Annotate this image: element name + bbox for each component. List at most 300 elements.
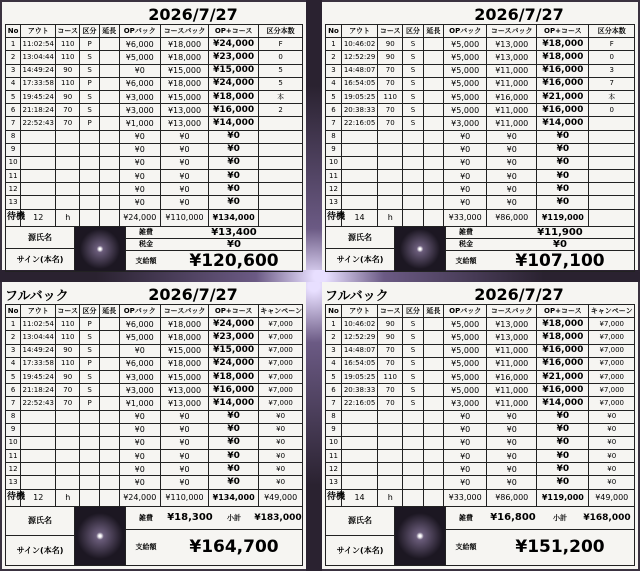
table-cell: ¥0 [537, 170, 589, 183]
sheet-title: フルバック [325, 288, 389, 304]
table-cell: ¥3,000 [119, 384, 160, 397]
table-cell: S [80, 331, 100, 344]
table-cell: ¥0 [259, 476, 303, 489]
table-cell: ¥0 [161, 436, 209, 449]
footer-labels [325, 226, 395, 272]
table-cell [423, 38, 443, 51]
table-cell: ¥18,000 [209, 370, 259, 383]
total-cell: ¥134,000 [209, 489, 259, 506]
table-cell: 7 [589, 77, 635, 90]
table-row [326, 476, 635, 489]
total-cell: ¥24,000 [119, 209, 160, 226]
table-cell [99, 331, 119, 344]
table-row [6, 51, 303, 64]
table-cell [423, 183, 443, 196]
table-cell: ¥0 [589, 463, 635, 476]
table-cell [99, 77, 119, 90]
table-cell: ¥0 [537, 183, 589, 196]
table-cell: 1 [6, 318, 21, 331]
table-cell: S [80, 104, 100, 117]
table-cell: ¥0 [161, 450, 209, 463]
column-header: コース [378, 305, 403, 318]
payment-label: 支給額 [455, 256, 477, 265]
table-cell [259, 130, 303, 143]
table-cell: ¥5,000 [444, 318, 487, 331]
table-cell [99, 143, 119, 156]
table-cell [341, 130, 377, 143]
table-cell [99, 51, 119, 64]
table-row [326, 384, 635, 397]
column-header: OPバック [119, 25, 160, 38]
misc-fee-value: ¥13,400 [211, 226, 257, 238]
table-cell: ¥14,000 [209, 397, 259, 410]
total-cell: ¥49,000 [259, 489, 303, 506]
table-cell: 8 [326, 410, 342, 423]
misc-fee-label: 雑費 [139, 513, 153, 522]
table-cell [403, 183, 423, 196]
table-cell: ¥21,000 [537, 370, 589, 383]
table-cell: ¥0 [444, 450, 487, 463]
table-cell [589, 183, 635, 196]
table-row [6, 183, 303, 196]
table-cell: 2 [6, 51, 21, 64]
table-cell: 3 [326, 344, 342, 357]
column-header: OPバック [444, 305, 487, 318]
table-cell [423, 344, 443, 357]
table-cell: 110 [56, 77, 80, 90]
table-cell: ¥15,000 [161, 344, 209, 357]
table-cell [378, 476, 403, 489]
table-cell: 11:02:54 [21, 38, 56, 51]
table-row [6, 370, 303, 383]
table-cell: ¥0 [161, 410, 209, 423]
table-row [6, 410, 303, 423]
column-header: 区分本数 [259, 25, 303, 38]
table-row [326, 104, 635, 117]
table-row [326, 64, 635, 77]
table-cell: 5 [259, 64, 303, 77]
table-cell: ¥0 [209, 170, 259, 183]
total-cell: ¥86,000 [487, 489, 537, 506]
table-cell [80, 130, 100, 143]
table-cell: ¥0 [487, 143, 537, 156]
table-cell [423, 77, 443, 90]
table-row [6, 104, 303, 117]
table-header-row [6, 305, 303, 318]
table-cell [99, 370, 119, 383]
table-cell: ¥0 [444, 170, 487, 183]
table-cell [423, 436, 443, 449]
table-cell [341, 156, 377, 169]
table-cell [259, 117, 303, 130]
table-cell: ¥3,000 [119, 104, 160, 117]
table-cell: 5 [6, 370, 21, 383]
table-cell: 70 [378, 64, 403, 77]
table-cell: ¥24,000 [209, 38, 259, 51]
table-cell [423, 476, 443, 489]
table-cell [21, 183, 56, 196]
footer-labels [5, 226, 75, 272]
table-row [326, 331, 635, 344]
table-cell: ¥7,000 [259, 331, 303, 344]
table-cell: ¥0 [444, 156, 487, 169]
table-cell: 70 [378, 117, 403, 130]
name-label: 源氏名 [6, 227, 74, 250]
table-cell: 10 [6, 156, 21, 169]
table-cell: ¥0 [161, 170, 209, 183]
table-cell: ¥11,000 [487, 64, 537, 77]
table-cell [21, 410, 56, 423]
table-cell: 2 [6, 331, 21, 344]
table-cell [403, 423, 423, 436]
table-cell: 14:49:24 [21, 64, 56, 77]
table-cell: ¥0 [119, 436, 160, 449]
table-row [6, 318, 303, 331]
table-cell: ¥7,000 [259, 384, 303, 397]
payment-label: 支給額 [455, 543, 477, 552]
table-cell: ¥7,000 [589, 318, 635, 331]
total-cell: 12 [21, 209, 56, 226]
misc-fee-value: ¥11,900 [537, 226, 583, 238]
table-cell: S [403, 117, 423, 130]
table-cell: ¥16,000 [537, 104, 589, 117]
table-cell: ¥0 [209, 476, 259, 489]
table-cell [423, 410, 443, 423]
table-cell [99, 397, 119, 410]
table-cell: ¥7,000 [259, 357, 303, 370]
table-cell: 110 [378, 370, 403, 383]
table-cell: ¥0 [487, 170, 537, 183]
table-cell [423, 397, 443, 410]
table-cell: 70 [378, 344, 403, 357]
total-cell: h [56, 209, 80, 226]
table-row [326, 370, 635, 383]
sheet-title: フルバック [5, 288, 69, 304]
table-cell: 7 [326, 117, 342, 130]
table-cell [21, 196, 56, 209]
table-cell [378, 463, 403, 476]
name-label: 源氏名 [326, 507, 394, 537]
signature-label: サイン(本名) [16, 545, 64, 555]
table-cell [56, 183, 80, 196]
table-cell [341, 436, 377, 449]
table-cell: 13 [6, 196, 21, 209]
table-cell [259, 196, 303, 209]
column-header: コース [56, 25, 80, 38]
table-cell [21, 436, 56, 449]
table-cell: ¥16,000 [537, 64, 589, 77]
table-cell: ¥18,000 [537, 318, 589, 331]
table-cell: 70 [56, 397, 80, 410]
total-cell: ¥24,000 [119, 489, 160, 506]
table-cell: 11 [326, 170, 342, 183]
table-row [326, 170, 635, 183]
table-cell [423, 156, 443, 169]
table-cell: ¥0 [209, 143, 259, 156]
table-cell [99, 344, 119, 357]
table-row [6, 64, 303, 77]
table-cell [423, 117, 443, 130]
table-cell: ¥7,000 [259, 344, 303, 357]
table-cell [378, 130, 403, 143]
total-cell [423, 489, 443, 506]
table-cell: ¥0 [589, 410, 635, 423]
column-header: キャンペーン [589, 305, 635, 318]
table-cell: ¥0 [444, 130, 487, 143]
table-cell [56, 410, 80, 423]
table-cell: ¥16,000 [537, 77, 589, 90]
table-cell: P [80, 38, 100, 51]
table-cell: ¥0 [487, 156, 537, 169]
table-row [326, 397, 635, 410]
table-cell: ¥24,000 [209, 77, 259, 90]
table-cell: ¥5,000 [444, 104, 487, 117]
misc-fee-value: ¥16,800 [490, 512, 536, 524]
table-cell [378, 436, 403, 449]
table-cell: 90 [56, 370, 80, 383]
table-cell: 12 [326, 183, 342, 196]
table-cell [403, 170, 423, 183]
table-cell: 12 [6, 183, 21, 196]
table-cell: ¥11,000 [487, 384, 537, 397]
table-cell: ¥0 [209, 156, 259, 169]
table-cell [423, 357, 443, 370]
tax-label: 税金 [459, 240, 473, 249]
table-cell: ¥0 [259, 436, 303, 449]
table-cell: 90 [378, 51, 403, 64]
table-cell [403, 463, 423, 476]
table-cell: ¥0 [589, 423, 635, 436]
table-cell: P [80, 318, 100, 331]
table-row [6, 397, 303, 410]
table-cell: 22:16:05 [341, 397, 377, 410]
total-cell: h [378, 209, 403, 226]
table-row [326, 38, 635, 51]
table-cell: ¥7,000 [589, 397, 635, 410]
column-header: 区分 [80, 25, 100, 38]
misc-fee-label: 雑費 [139, 228, 153, 237]
table-cell [80, 196, 100, 209]
table-cell: 4 [6, 77, 21, 90]
table-cell: 2 [326, 51, 342, 64]
table-cell: S [403, 397, 423, 410]
table-cell: ¥18,000 [161, 331, 209, 344]
table-cell: ¥5,000 [444, 51, 487, 64]
table-row [6, 423, 303, 436]
table-row [6, 331, 303, 344]
table-cell: ¥18,000 [537, 331, 589, 344]
table-cell: 16:54:05 [341, 77, 377, 90]
column-header: コース [378, 25, 403, 38]
table-cell: ¥18,000 [161, 77, 209, 90]
column-header: 区分 [403, 305, 423, 318]
table-row [6, 117, 303, 130]
sheet-date: 2026/7/27 [148, 4, 238, 24]
table-row [6, 170, 303, 183]
table-cell: 22:52:43 [21, 117, 56, 130]
table-cell: ¥3,000 [444, 397, 487, 410]
table-cell: ¥5,000 [444, 357, 487, 370]
total-cell: 待機 [6, 209, 21, 226]
table-cell [99, 64, 119, 77]
table-cell [56, 450, 80, 463]
payment-row [126, 530, 302, 565]
table-cell [403, 410, 423, 423]
table-cell: ¥6,000 [119, 318, 160, 331]
table-cell: ¥16,000 [487, 370, 537, 383]
table-cell: ¥23,000 [209, 331, 259, 344]
table-cell: 7 [6, 117, 21, 130]
table-cell: 1 [326, 38, 342, 51]
pay-sheet-bottom-left [2, 282, 306, 569]
table-cell: 3 [6, 344, 21, 357]
table-cell: F [259, 38, 303, 51]
table-cell [56, 143, 80, 156]
table-cell: ¥13,000 [487, 51, 537, 64]
table-cell [378, 156, 403, 169]
table-cell [99, 38, 119, 51]
total-cell [589, 209, 635, 226]
table-cell: ¥0 [119, 183, 160, 196]
tax-label: 税金 [139, 240, 153, 249]
table-cell: 13 [326, 476, 342, 489]
table-cell [99, 357, 119, 370]
table-cell: ¥0 [161, 463, 209, 476]
table-cell: ¥0 [589, 450, 635, 463]
total-cell: ¥119,000 [537, 489, 589, 506]
table-cell: ¥0 [161, 156, 209, 169]
table-cell: 12 [6, 463, 21, 476]
table-row [326, 183, 635, 196]
table-cell [341, 410, 377, 423]
table-cell [99, 318, 119, 331]
table-cell: ¥0 [537, 130, 589, 143]
table-cell [423, 51, 443, 64]
subtotal-value: ¥168,000 [583, 512, 631, 523]
misc-fee-row [126, 227, 302, 239]
total-cell: 14 [341, 209, 377, 226]
column-header: アウト [341, 25, 377, 38]
table-cell [423, 143, 443, 156]
table-cell: ¥3,000 [119, 370, 160, 383]
sheet-header [325, 284, 635, 304]
table-cell: ¥0 [537, 156, 589, 169]
table-cell: S [403, 104, 423, 117]
pay-sheet-top-right [322, 2, 638, 270]
table-cell [99, 450, 119, 463]
table-cell: ¥0 [119, 463, 160, 476]
sheet-footer [325, 506, 635, 566]
misc-fee-label: 雑費 [459, 513, 473, 522]
total-cell [99, 489, 119, 506]
table-cell: 5 [6, 90, 21, 103]
footer-values [126, 226, 303, 272]
footer-values [446, 226, 635, 272]
table-cell: 4 [6, 357, 21, 370]
table-cell: F [589, 38, 635, 51]
table-cell: 70 [56, 104, 80, 117]
table-cell: ¥0 [444, 183, 487, 196]
subtotal-label: 小計 [553, 513, 567, 522]
table-row [326, 436, 635, 449]
total-cell: 待機 [326, 489, 342, 506]
table-cell [99, 117, 119, 130]
table-cell: ¥5,000 [444, 64, 487, 77]
total-row [6, 209, 303, 226]
payment-row [446, 530, 634, 565]
table-row [6, 90, 303, 103]
table-cell: 70 [378, 104, 403, 117]
table-cell: ¥16,000 [487, 90, 537, 103]
table-cell: 1 [6, 38, 21, 51]
table-header-row [326, 25, 635, 38]
table-row [326, 117, 635, 130]
table-cell: 21:18:24 [21, 384, 56, 397]
table-cell [21, 450, 56, 463]
table-cell: ¥18,000 [537, 38, 589, 51]
table-cell [378, 196, 403, 209]
table-cell [341, 143, 377, 156]
table-cell: 5 [326, 370, 342, 383]
total-cell: ¥134,000 [209, 209, 259, 226]
table-cell: ¥13,000 [487, 331, 537, 344]
column-header: 延長 [99, 25, 119, 38]
table-cell [21, 170, 56, 183]
payment-row [126, 251, 302, 271]
misc-fee-row [446, 227, 634, 239]
table-cell: ¥5,000 [444, 38, 487, 51]
table-cell: ¥0 [161, 196, 209, 209]
table-cell [99, 90, 119, 103]
table-cell: ¥0 [119, 410, 160, 423]
table-cell: ¥0 [209, 183, 259, 196]
table-cell: 70 [378, 397, 403, 410]
table-cell: ¥7,000 [589, 384, 635, 397]
column-header: 区分本数 [589, 25, 635, 38]
table-cell [341, 450, 377, 463]
table-cell: ¥0 [259, 423, 303, 436]
table-cell [403, 450, 423, 463]
table-cell [80, 183, 100, 196]
column-header: アウト [341, 305, 377, 318]
table-cell: 10:46:02 [341, 318, 377, 331]
table-cell: ¥11,000 [487, 397, 537, 410]
table-cell [423, 196, 443, 209]
payment-value: ¥164,700 [189, 537, 279, 558]
table-cell: 14:48:07 [341, 64, 377, 77]
table-cell: 0 [589, 104, 635, 117]
table-cell: P [80, 117, 100, 130]
table-cell: ¥0 [487, 183, 537, 196]
table-cell: ¥0 [119, 344, 160, 357]
total-cell: h [56, 489, 80, 506]
name-label: 源氏名 [6, 507, 74, 537]
table-row [6, 357, 303, 370]
table-cell: 11 [6, 170, 21, 183]
table-cell: ¥0 [444, 196, 487, 209]
sheet-footer [325, 226, 635, 272]
table-cell: ¥24,000 [209, 318, 259, 331]
table-cell: ¥0 [119, 143, 160, 156]
table-cell [403, 130, 423, 143]
column-header: コースバック [487, 305, 537, 318]
table-cell [341, 170, 377, 183]
table-cell [341, 423, 377, 436]
table-cell: 90 [56, 64, 80, 77]
column-header: OP+コース [537, 25, 589, 38]
table-cell [80, 450, 100, 463]
table-cell [589, 130, 635, 143]
